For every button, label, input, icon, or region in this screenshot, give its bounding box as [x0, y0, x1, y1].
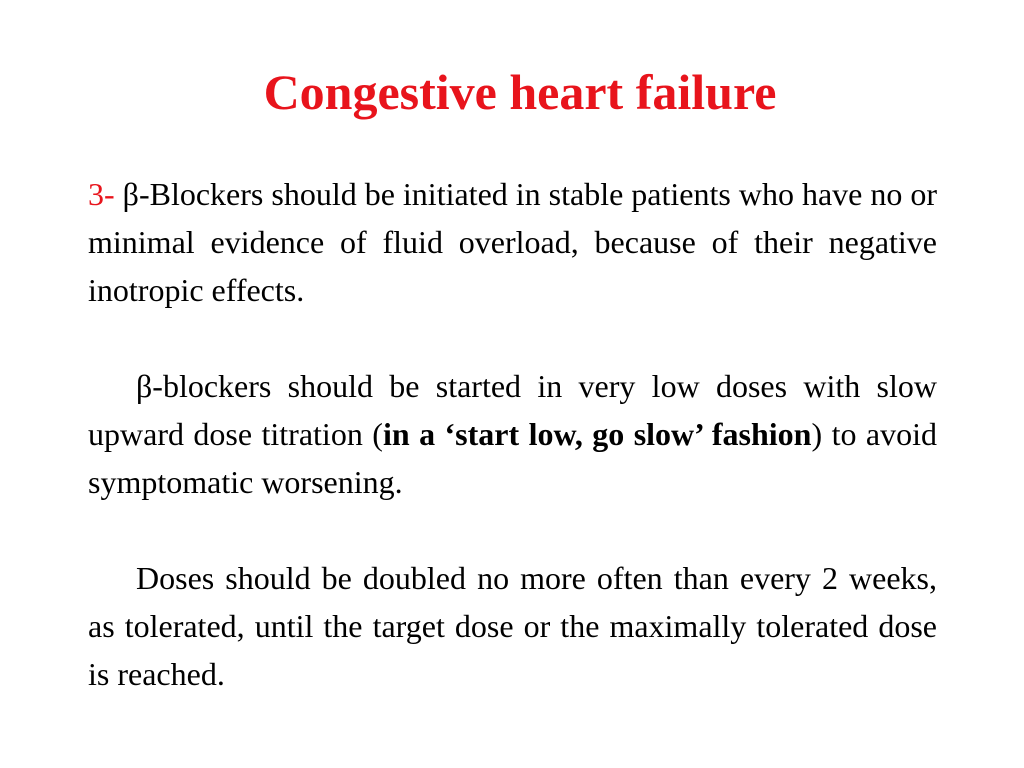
- paragraph-text: β-blockers should be started in very low doses with slow upward dose titration (: [88, 368, 937, 452]
- paragraph-dose-doubling: [88, 554, 937, 698]
- slide-title: Congestive heart failure: [263, 64, 777, 120]
- list-number: 3-: [88, 176, 115, 212]
- emphasis-text: in a ‘start low, go slow’ fashion: [382, 416, 812, 452]
- paragraph-dose-titration: [88, 362, 937, 506]
- paragraph-text: ) to avoid symptomatic worsening.: [88, 416, 938, 500]
- paragraph-text: Doses should be doubled no more often than every 2 weeks, as tolerated, until the target dose or the maximally tolerated dose is reached.: [88, 560, 937, 692]
- paragraph-beta-blocker-initiation: [88, 170, 937, 314]
- paragraph-text: β-Blockers should be initiated in stable patients who have no or minimal evidence of fluid overload, because of their negative inotropic effects.: [88, 176, 938, 308]
